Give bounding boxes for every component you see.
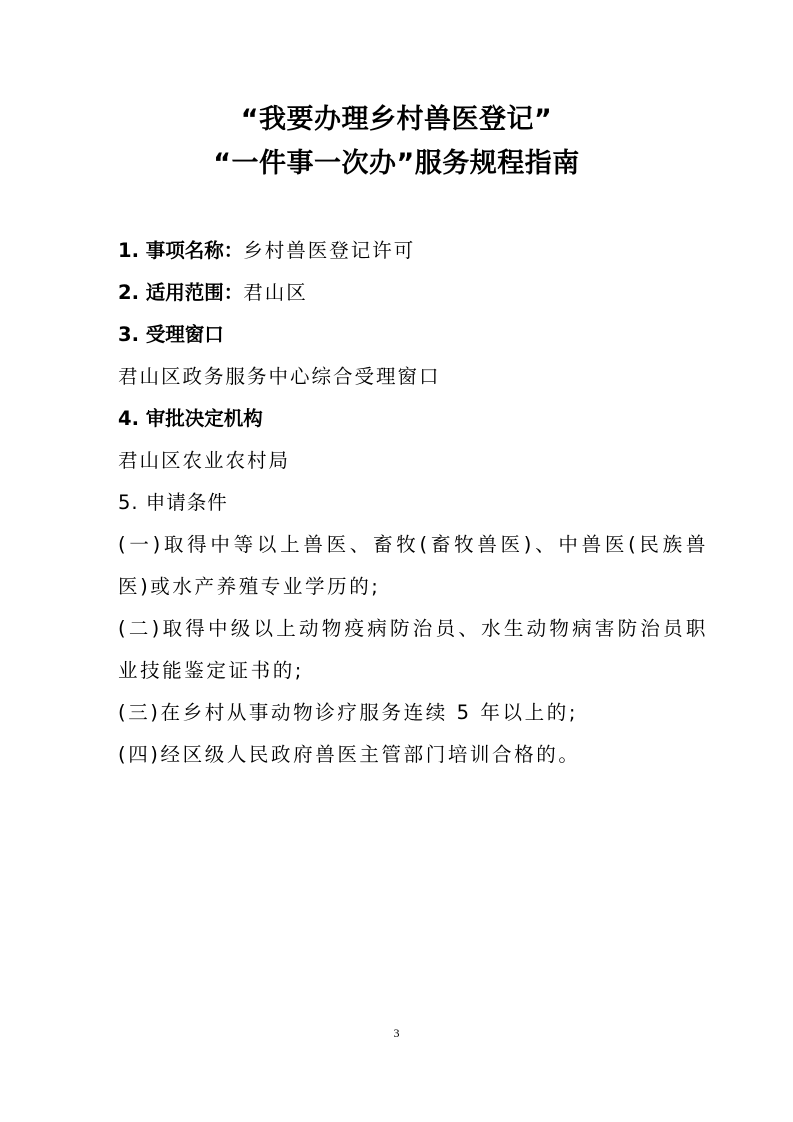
- scope-row: [118, 272, 708, 314]
- condition-item-1: (一)取得中等以上兽医、畜牧(畜牧兽医)、中兽医(民族兽医)或水产养殖专业学历的;: [118, 533, 708, 598]
- item-name-row: [118, 230, 708, 272]
- authority-heading: 4. 审批决定机构: [118, 407, 263, 430]
- condition-item-2: (二)取得中级以上动物疫病防治员、水生动物病害防治员职业技能鉴定证书的;: [118, 617, 708, 682]
- item-name-value: 乡村兽医登记许可: [243, 239, 416, 262]
- condition-item-4: (四)经区级人民政府兽医主管部门培训合格的。: [118, 743, 581, 766]
- scope-label: 2. 适用范围：: [118, 281, 244, 304]
- title-line-1: “我要办理乡村兽医登记”: [240, 104, 553, 135]
- page-number: 3: [393, 1026, 400, 1040]
- window-heading-row: [118, 314, 708, 356]
- condition-item-3: (三)在乡村从事动物诊疗服务连续 5 年以上的;: [118, 701, 578, 724]
- window-heading: 3. 受理窗口: [118, 323, 224, 346]
- scope-value: 君山区: [243, 281, 308, 304]
- item-name-label: 1. 事项名称：: [118, 239, 244, 262]
- authority-heading-row: [118, 398, 708, 440]
- authority-value: 君山区农业农村局: [118, 449, 291, 472]
- conditions-heading: 5. 申请条件: [118, 491, 228, 514]
- document-title: [0, 98, 793, 186]
- window-value: 君山区政务服务中心综合受理窗口: [118, 365, 441, 388]
- document-body: [118, 230, 708, 776]
- title-line-2: “一件事一次办”服务规程指南: [213, 148, 580, 179]
